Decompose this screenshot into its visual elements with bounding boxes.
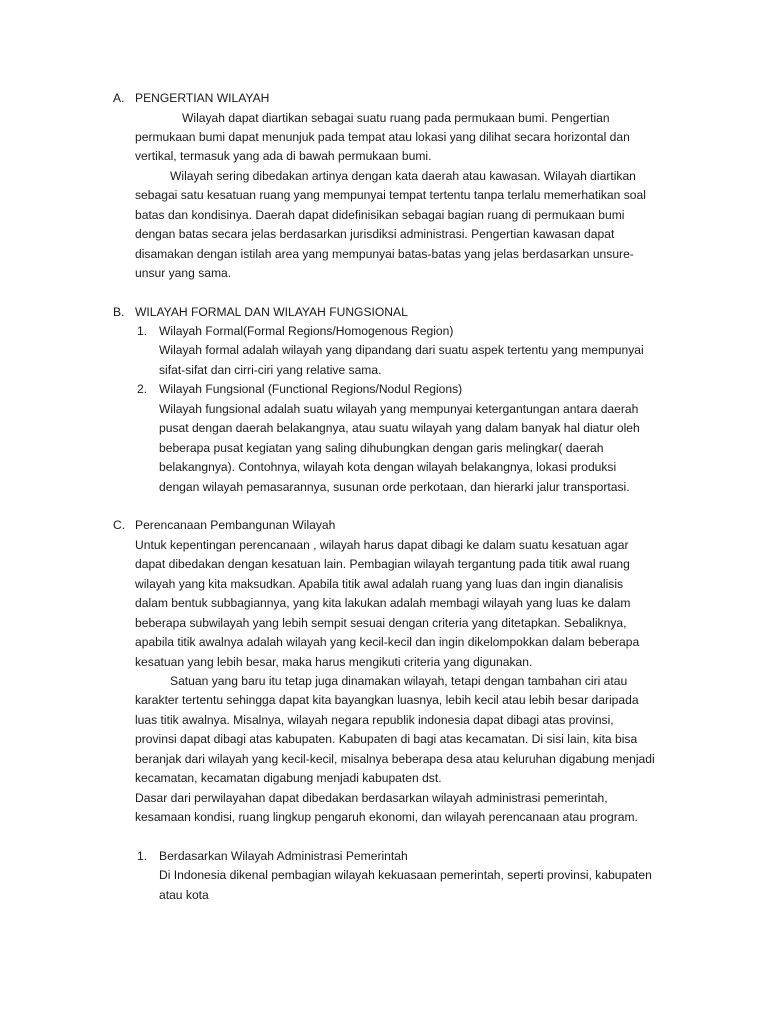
paragraph-line: atau kota xyxy=(159,888,209,902)
paragraph-line: Wilayah sering dibedakan artinya dengan kata daerah atau kawasan. Wilayah diartikan xyxy=(170,169,636,183)
section-a-heading: PENGERTIAN WILAYAH xyxy=(135,91,270,105)
paragraph-line: dapat dibedakan dengan kesatuan lain. Pembagian wilayah tergantung pada titik awal ruang xyxy=(135,557,630,571)
paragraph-line: dengan wilayah pemasarannya, susunan orde perkotaan, dan hierarki jalur transportasi. xyxy=(159,480,630,494)
paragraph-line: beranjak dari wilayah yang kecil-kecil, misalnya beberapa desa atau keluruhan digabung menjadi xyxy=(135,752,655,766)
paragraph-line: belakangnya). Contohnya, wilayah kota dengan wilayah belakangnya, lokasi produksi xyxy=(159,460,617,474)
paragraph-line: dalam bentuk subbagiannya, yang kita lakukan adalah membagi wilayah yang luas ke dalam xyxy=(135,596,631,610)
paragraph-line: apabila titik awalnya adalah wilayah yang kecil-kecil dan ingin dikelompokkan dalam beberapa xyxy=(135,635,640,649)
paragraph-line: beberapa subwilayah yang lebih sempit sesuai dengan criteria yang ditetapkan. Sebaliknya, xyxy=(135,616,627,630)
list-item-number: 1. xyxy=(137,324,148,338)
paragraph-line: provinsi dapat dibagi atas kabupaten. Kabupaten di bagi atas kecamatan. Di sisi lain, kita bisa xyxy=(135,732,638,746)
paragraph-line: sebagai satu kesatuan ruang yang mempunyai tempat tertentu tanpa terlalu memerhatikan soal xyxy=(135,188,646,202)
sub-item-number: 1. xyxy=(137,849,148,863)
paragraph-line: kecamatan, kecamatan digabung menjadi kabupaten dst. xyxy=(135,771,442,785)
paragraph-line: pusat dengan daerah belakangnya, atau suatu wilayah yang dalam banyak hal diatur oleh xyxy=(159,421,640,435)
paragraph-line: Dasar dari perwilayahan dapat dibedakan berdasarkan wilayah administrasi pemerintah, xyxy=(135,791,608,805)
paragraph-line: beberapa pusat kegiatan yang saling dihubungkan dengan garis melingkar( daerah xyxy=(159,441,604,455)
paragraph-line: kesamaan kondisi, ruang lingkup pengaruh ekonomi, dan wilayah perencanaan atau program. xyxy=(135,810,638,824)
paragraph-line: unsur yang sama. xyxy=(135,266,232,280)
section-c-heading: Perencanaan Pembangunan Wilayah xyxy=(135,518,336,532)
section-b-letter: B. xyxy=(113,305,125,319)
paragraph-line: Untuk kepentingan perencanaan , wilayah harus dapat dibagi ke dalam suatu kesatuan agar xyxy=(135,538,629,552)
paragraph-line: Satuan yang baru itu tetap juga dinamakan wilayah, tetapi dengan tambahan ciri atau xyxy=(170,674,628,688)
sub-item-title: Berdasarkan Wilayah Administrasi Pemerintah xyxy=(159,849,408,863)
paragraph-line: Wilayah dapat diartikan sebagai suatu ruang pada permukaan bumi. Pengertian xyxy=(182,111,610,125)
paragraph-line: Wilayah fungsional adalah suatu wilayah yang mempunyai ketergantungan antara daerah xyxy=(159,402,639,416)
section-c-letter: C. xyxy=(113,518,126,532)
paragraph-line: permukaan bumi dapat menunjuk pada tempat atau lokasi yang dilihat secara horizontal dan xyxy=(135,130,630,144)
paragraph-line: Wilayah formal adalah wilayah yang dipandang dari suatu aspek tertentu yang mempunyai xyxy=(159,343,644,357)
list-item-number: 2. xyxy=(137,382,148,396)
paragraph-line: sifat-sifat dan cirri-ciri yang relative sama. xyxy=(159,363,382,377)
paragraph-line: wilayah yang kita maksudkan. Apabila titik awal adalah ruang yang luas dan ingin dianalisis xyxy=(135,577,624,591)
paragraph-line: batas dan kondisinya. Daerah dapat didefinisikan sebagai bagian ruang di permukaan bumi xyxy=(135,208,625,222)
section-a-letter: A. xyxy=(113,91,125,105)
paragraph-line: kesatuan yang lebih besar, maka harus mengikuti criteria yang digunakan. xyxy=(135,655,533,669)
paragraph-line: Di Indonesia dikenal pembagian wilayah kekuasaan pemerintah, seperti provinsi, kabupaten xyxy=(159,868,652,882)
list-item-title: Wilayah Formal(Formal Regions/Homogenous Region) xyxy=(159,324,454,338)
paragraph-line: luas titik awalnya. Misalnya, wilayah negara republik indonesia dapat dibagi atas provinsi, xyxy=(135,713,614,727)
paragraph-line: vertikal, termasuk yang ada di bawah permukaan bumi. xyxy=(135,149,432,163)
paragraph-line: dengan batas secara jelas berdasarkan jurisdiksi administrasi. Pengertian kawasan dapat xyxy=(135,227,615,241)
paragraph-line: disamakan dengan istilah area yang mempunyai batas-batas yang jelas berdasarkan unsure- xyxy=(135,247,634,261)
paragraph-line: karakter tertentu sehingga dapat kita bayangkan luasnya, lebih kecil atau lebih besar daripada xyxy=(135,693,639,707)
list-item-title: Wilayah Fungsional (Functional Regions/Nodul Regions) xyxy=(159,382,463,396)
section-b-heading: WILAYAH FORMAL DAN WILAYAH FUNGSIONAL xyxy=(135,305,408,319)
